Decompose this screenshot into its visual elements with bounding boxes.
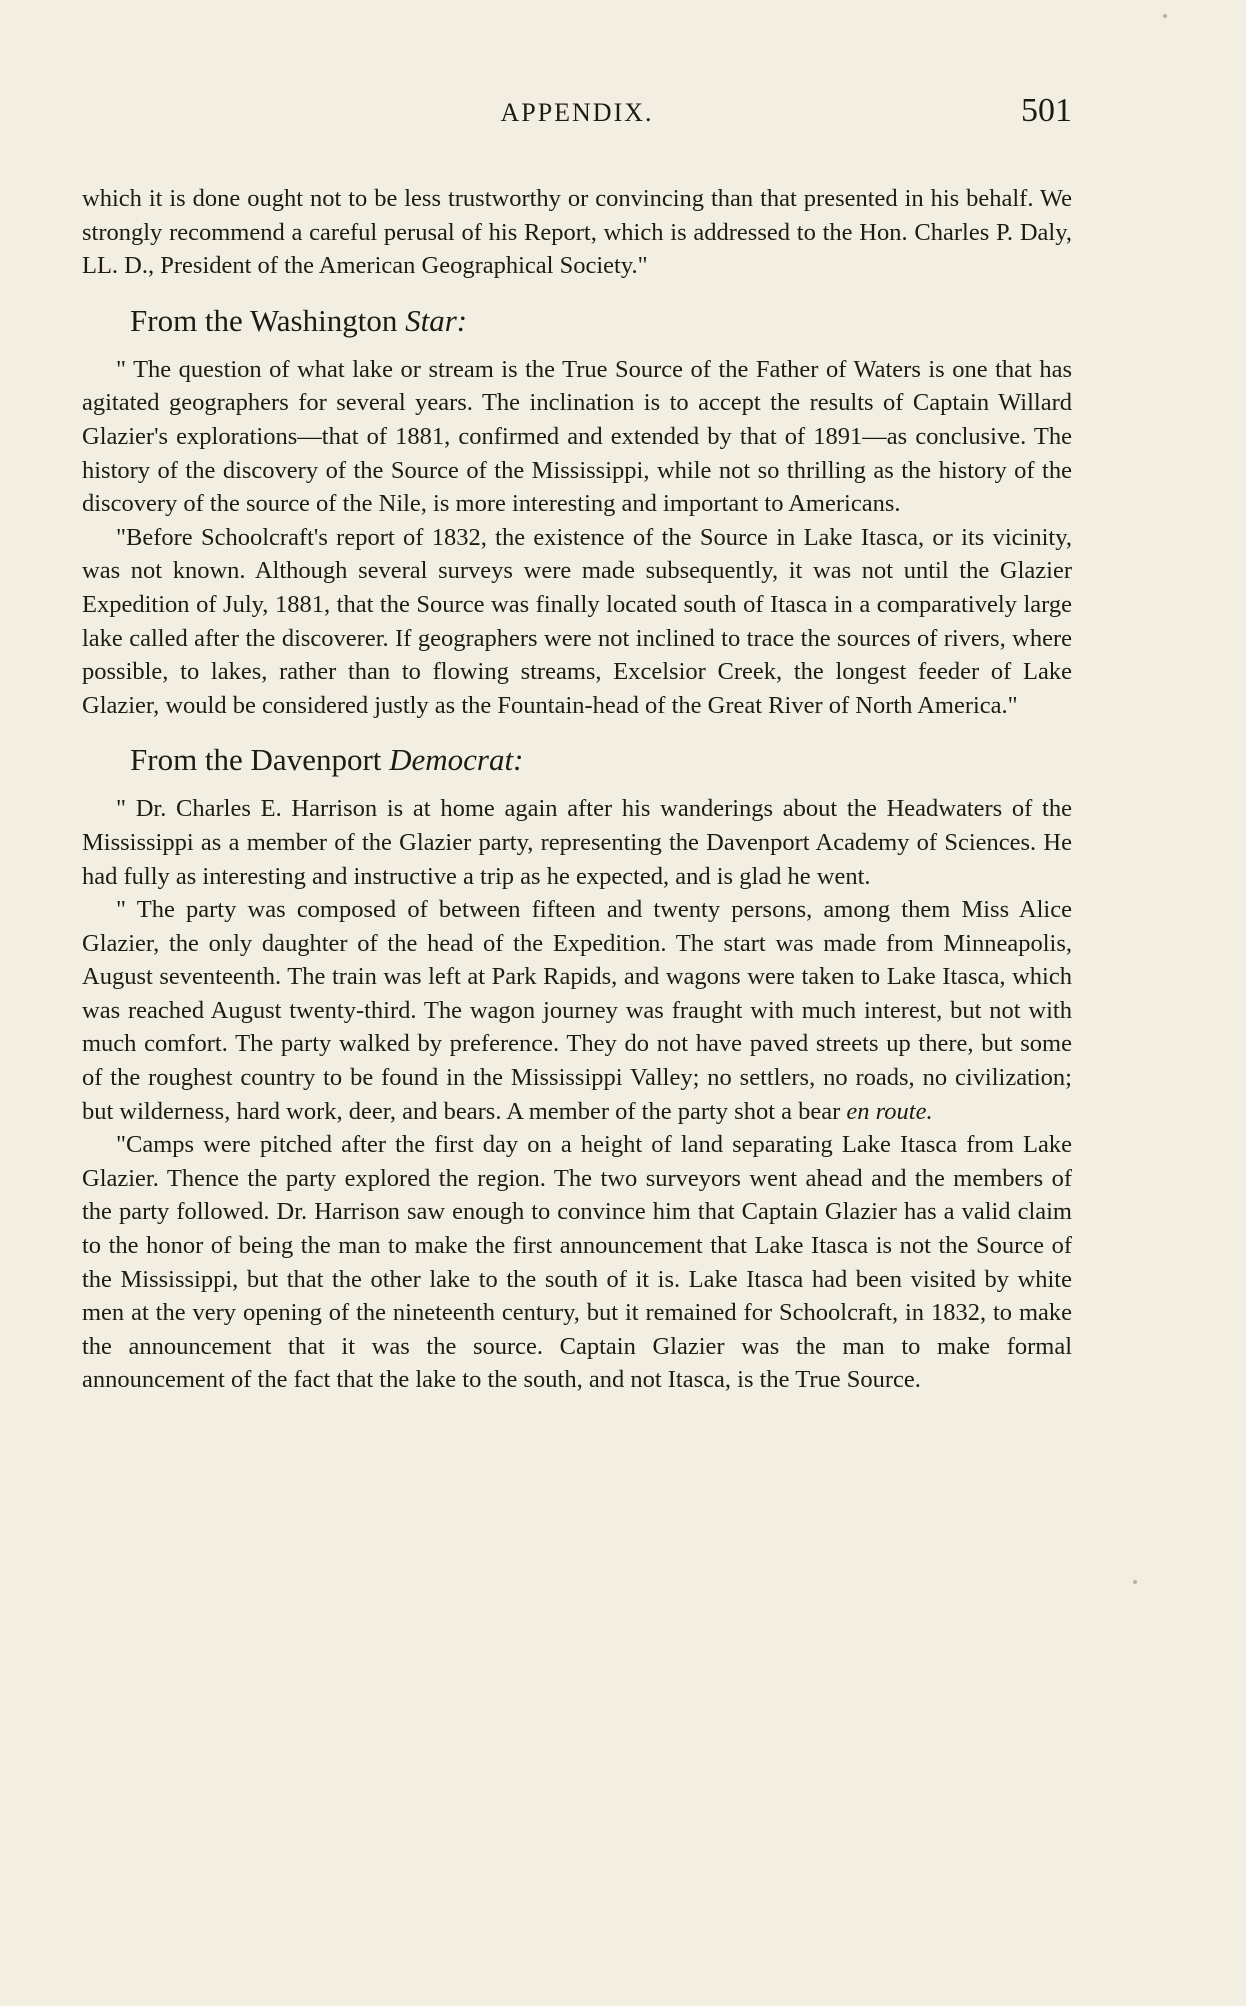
source-prefix: From the Washington — [130, 302, 398, 338]
paper-speck — [1163, 14, 1167, 18]
source-heading-davenport-democrat — [130, 740, 1072, 780]
source-prefix: From the Davenport — [130, 742, 382, 778]
publication-name: Democrat: — [389, 742, 524, 778]
paper-speck — [1133, 1580, 1137, 1584]
page-body — [82, 182, 1072, 1397]
source-heading-washington-star — [130, 301, 1072, 341]
quote-text: " The party was composed of between fifteen and twenty persons, among them Miss Alice Glazier, the only daughter of the head of the Expedition. The start was made from Minneapolis, August seventeenth. The train was left at Park Rapids, and wagons were taken to Lake Itasca, which was reached August twenty-third. The wagon journey was fraught with much interest, but not with much comfort. The party walked by preference. They do not have paved streets up there, but some of the roughest country to be found in the Mississippi Valley; no settlers, no roads, no civilization; but wilderness, hard work, deer, and bears. A member of the party shot a bear — [82, 896, 1072, 1125]
paragraph-continued: which it is done ought not to be less trustworthy or convincing than that presented in his behalf. We strongly recommend a careful perusal of his Report, which is addressed to the Hon. Charles P. Daly, LL. D., President of the American Geographical Society." — [82, 185, 1072, 280]
italic-phrase: en route. — [846, 1097, 933, 1125]
quote-paragraph — [82, 893, 1072, 1128]
quote-paragraph: "Camps were pitched after the first day on a height of land separating Lake Itasca from Lake Glazier. Thence the party explored the region. The two surveyors went ahead and the members of the party followed. Dr. Harrison saw enough to convince him that Captain Glazier has a valid claim to the honor of being the man to make the first announcement that Lake Itasca is not the Source of the Mississippi, but that the other lake to the south of it is. Lake Itasca had been visited by white men at the very opening of the nineteenth century, but it remained for Schoolcraft, in 1832, to make the announcement that it was the source. Captain Glazier was the man to make formal announcement of the fact that the lake to the south, and not Itasca, is the True Source. — [82, 1131, 1072, 1394]
quote-paragraph: " The question of what lake or stream is the True Source of the Father of Waters is one that has agitated geographers for several years. The inclination is to accept the results of Captain Willard Glazier's explorations—that of 1881, confirmed and extended by that of 1891—as conclusive. The history of the discovery of the Source of the Mississippi, while not so thrilling as the history of the discovery of the source of the Nile, is more interesting and important to Americans. — [82, 355, 1072, 518]
quote-paragraph: "Before Schoolcraft's report of 1832, the existence of the Source in Lake Itasca, or its vicinity, was not known. Although several surveys were made subsequently, it was not until the Glazier Expedition of July, 1881, that the Source was finally located south of Itasca in a comparatively large lake called after the discoverer. If geographers were not inclined to trace the sources of rivers, where possible, to lakes, rather than to flowing streams, Excelsior Creek, the longest feeder of Lake Glazier, would be considered justly as the Fountain-head of the Great River of North America." — [82, 523, 1072, 719]
page-header — [82, 92, 1072, 142]
publication-name: Star: — [405, 302, 468, 338]
page-number: 501 — [1021, 92, 1072, 129]
running-head: APPENDIX. — [500, 98, 654, 127]
quote-paragraph: " Dr. Charles E. Harrison is at home again after his wanderings about the Headwaters of the Mississippi as a member of the Glazier party, representing the Davenport Academy of Sciences. He had fully as interesting and instructive a trip as he expected, and is glad he went. — [82, 795, 1072, 890]
